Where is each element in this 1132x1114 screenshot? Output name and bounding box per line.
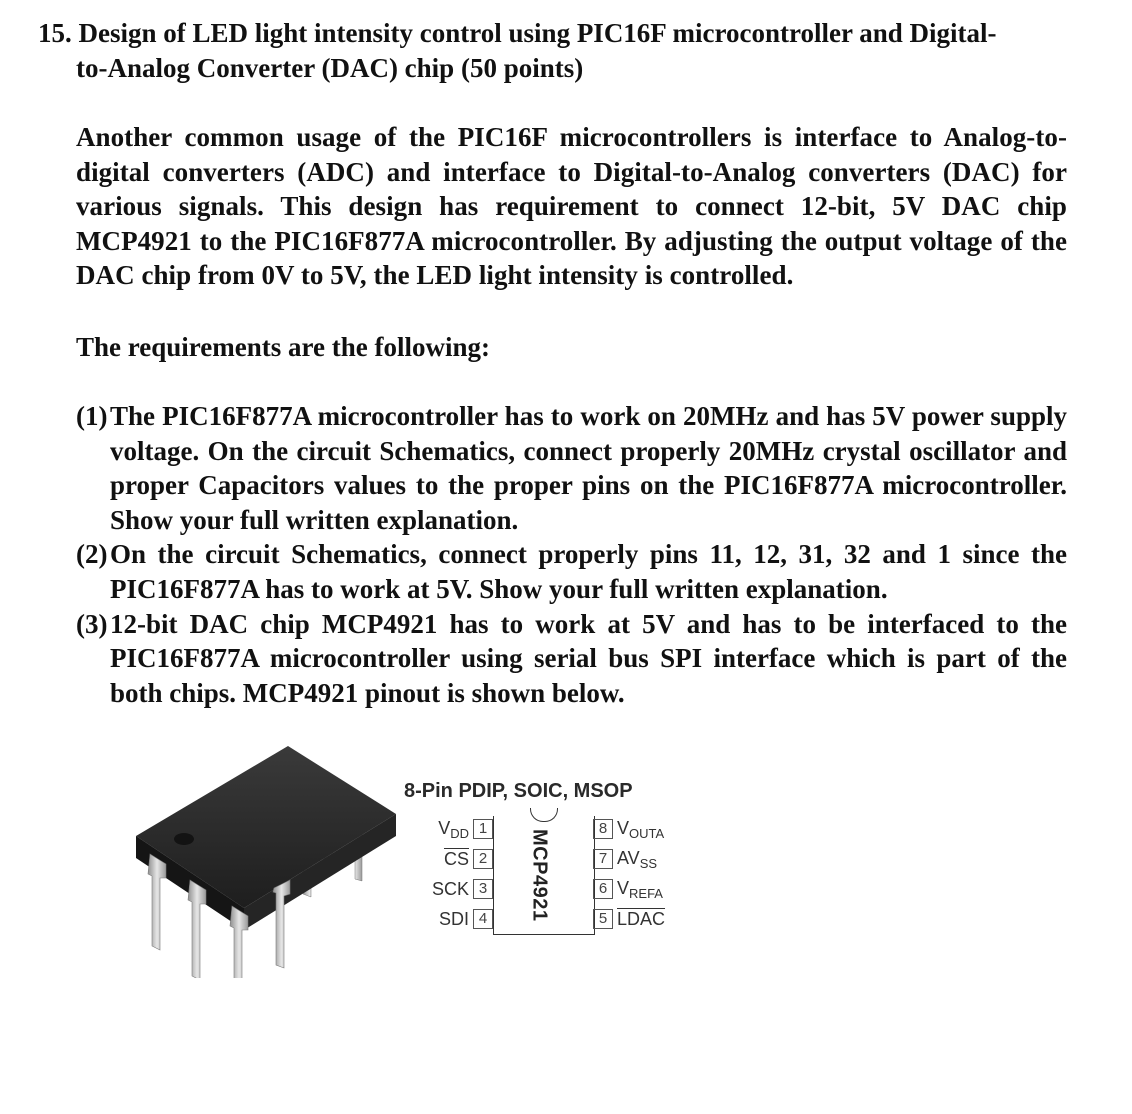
requirements-intro: The requirements are the following: [76, 332, 490, 362]
intro-paragraph: Another common usage of the PIC16F microcontrollers is interface to Analog-to-digital converters (ADC) and interface to Digital-to-Analog converters (DAC) for various signals. This design has requirement to connect 12-bit, 5V DAC chip MCP4921 to the PIC16F877A microcontroller. By adjusting the output voltage of the DAC chip from 0V to 5V, the LED light intensity is controlled. [76, 122, 1067, 291]
question-heading [38, 16, 1078, 86]
pin-name-vrefa: $V_{REFA}$ [617, 877, 663, 901]
requirements-list [76, 399, 1067, 710]
pin-3 [432, 878, 493, 900]
pin-number: 7 [593, 849, 613, 869]
pinout-package-title: 8-Pin PDIP, SOIC, MSOP [404, 780, 633, 802]
requirement-text: 12-bit DAC chip MCP4921 has to work at 5V and has to be interfaced to the PIC16F877A microcontroller using serial bus SPI interface which is part of the both chips. MCP4921 pinout is shown below. [110, 608, 1067, 708]
pin-number: 4 [473, 909, 493, 929]
requirement-item-3 [76, 607, 1067, 711]
requirement-text: The PIC16F877A microcontroller has to work on 20MHz and has 5V power supply voltage. On the circuit Schematics, connect properly 20MHz crystal oscillator and proper Capacitors values to the proper pins on the PIC16F877A microcontroller. Show your full written explanation. [110, 401, 1067, 535]
pin-name-vdd: $V_{DD}$ [438, 817, 469, 841]
requirement-item-2 [76, 537, 1067, 606]
pin-name-ldac: LDAC [617, 908, 666, 929]
requirement-number: (1) [76, 401, 108, 431]
pin-5 [593, 908, 665, 930]
pin-name-sdi: SDI [438, 908, 469, 929]
pin-number: 8 [593, 819, 613, 839]
pin-7 [593, 848, 657, 870]
pin-6 [593, 878, 663, 900]
pin-8 [593, 818, 664, 840]
pin-2 [444, 848, 493, 870]
heading-line-2: to-Analog Converter (DAC) chip (50 points) [76, 53, 584, 83]
pin-1 [438, 818, 493, 840]
pin-number: 2 [473, 849, 493, 869]
requirement-item-1 [76, 399, 1067, 537]
heading-line-1: 15. Design of LED light intensity control using PIC16F microcontroller and Digital- [38, 18, 997, 48]
dip8-chip-photo [128, 738, 398, 978]
pin-name-sck: SCK [431, 878, 469, 899]
pin-number: 3 [473, 879, 493, 899]
pin-name-vouta: $V_{OUTA}$ [617, 817, 665, 841]
pin-number: 5 [593, 909, 613, 929]
requirement-text: On the circuit Schematics, connect properly pins 11, 12, 31, 32 and 1 since the PIC16F877A has to work at 5V. Show your full written explanation. [110, 539, 1067, 604]
pin-name-avss: $AV_{SS}$ [617, 847, 658, 871]
pin-name-cs: $\overline{CS}$ [443, 848, 469, 869]
mcp4921-pinout-diagram [400, 778, 700, 948]
pin-number: 6 [593, 879, 613, 899]
ic-part-label: MCP4921 [528, 828, 551, 922]
pin-number: 1 [473, 819, 493, 839]
requirement-number: (3) [76, 608, 108, 639]
requirement-number: (2) [76, 539, 108, 570]
pin-4 [439, 908, 493, 930]
